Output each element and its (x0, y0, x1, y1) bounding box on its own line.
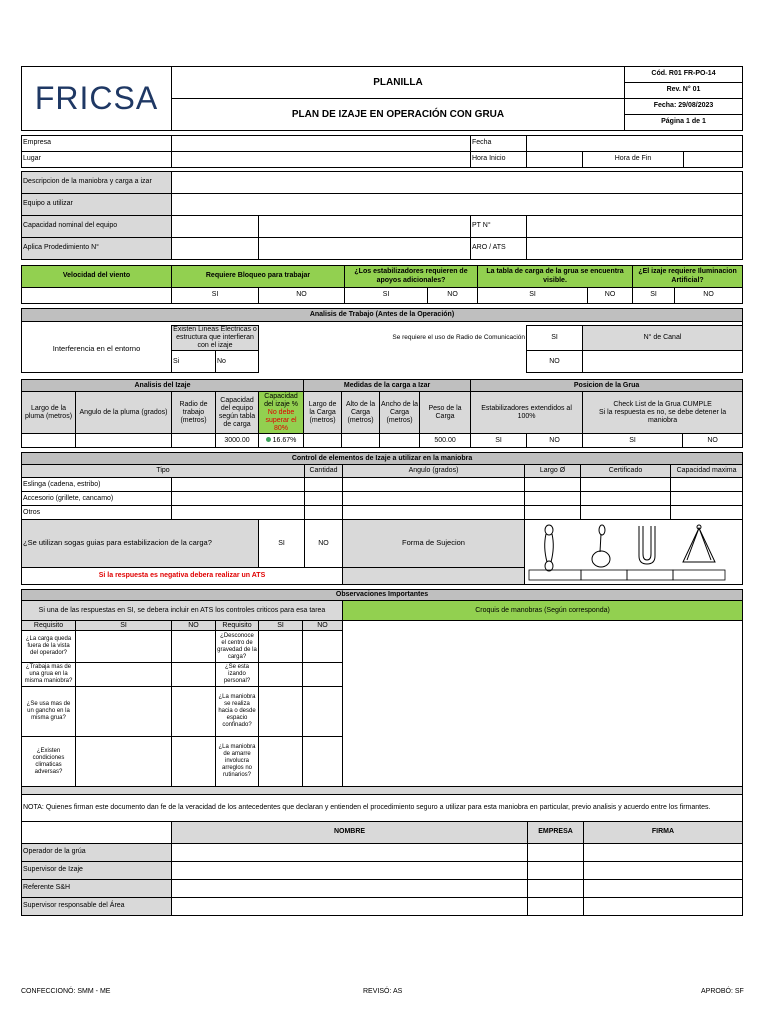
sogas-no[interactable]: NO (305, 520, 343, 568)
control-section: Control de elementos de Izaje a utilizar en la maniobra (22, 453, 743, 465)
label-pt: PT N° (471, 216, 527, 238)
req-left-3-si[interactable] (76, 737, 172, 787)
otros-field[interactable] (172, 506, 305, 520)
croquis-area[interactable] (343, 621, 743, 787)
radio-no[interactable]: NO (527, 351, 583, 373)
hora-inicio-field[interactable] (527, 152, 583, 168)
req-right-1-si[interactable] (259, 663, 303, 687)
firmas-nota: NOTA: Quienes firman este documento dan fe de la veracidad de los antecedentes que declaran y entienden el procedimiento seguro a utilizar para esta maniobra en particular, previo analisis y acuerdo entre los firmantes. (22, 795, 743, 821)
h-largo: Largo Ø (525, 465, 581, 478)
role-supervisor-area: Supervisor responsable del Área (22, 897, 172, 915)
posicion-section: Posicion de la Grua (471, 380, 743, 392)
eslinga-capacidad[interactable] (671, 478, 743, 492)
control-table (21, 452, 743, 585)
otros-capacidad[interactable] (671, 506, 743, 520)
hora-fin-field[interactable] (684, 152, 743, 168)
accesorio-angulo[interactable] (343, 492, 525, 506)
eslinga-certificado[interactable] (581, 478, 671, 492)
canal-field[interactable] (583, 351, 743, 373)
radio-field[interactable] (172, 434, 216, 448)
h-tipo: Tipo (22, 465, 305, 478)
otros-largo[interactable] (525, 506, 581, 520)
h-firma: FIRMA (584, 821, 743, 843)
eslinga-largo[interactable] (525, 478, 581, 492)
label-fecha: Fecha (471, 136, 527, 152)
ilum-si[interactable]: SI (633, 288, 675, 304)
h-si-left: SI (76, 621, 172, 631)
row-accesorio: Accesorio (grillete, cancamo) (22, 492, 172, 506)
req-right-0-si[interactable] (259, 631, 303, 663)
h-angulo: Angulo (grados) (343, 465, 525, 478)
eslinga-cantidad[interactable] (305, 478, 343, 492)
supervisor-nombre[interactable] (172, 861, 528, 879)
h-si-right: SI (259, 621, 303, 631)
h-ancho-carga: Ancho de la Carga (metros) (380, 392, 420, 434)
q-iluminacion: ¿El izaje requiere Iluminacion Artificial? (633, 266, 743, 288)
otros-cantidad[interactable] (305, 506, 343, 520)
doc-title: PLAN DE IZAJE EN OPERACIÓN CON GRUA (172, 99, 625, 131)
analisis-table (21, 308, 743, 373)
req-left-2-no[interactable] (172, 687, 216, 737)
label-capacidad: Capacidad nominal del equipo (22, 216, 172, 238)
sling-loop-icon (545, 525, 553, 535)
h-nombre: NOMBRE (172, 821, 528, 843)
req-right-2: ¿La maniobra se realiza hacia o desde espacio confinado? (216, 687, 259, 737)
check-no[interactable]: NO (683, 434, 743, 448)
h-checklist (583, 392, 743, 434)
spacer (259, 351, 527, 373)
footer-confecciono: CONFECCIONÓ: SMM - ME (21, 988, 111, 995)
h-capacidad-pct (259, 392, 304, 434)
label-canal: N° de Canal (583, 326, 743, 351)
req-left-0-si[interactable] (76, 631, 172, 663)
accesorio-largo[interactable] (525, 492, 581, 506)
check-si[interactable]: SI (583, 434, 683, 448)
estab-si[interactable]: SI (345, 288, 428, 304)
descripcion-field[interactable] (172, 172, 743, 194)
label-descripcion: Descripcion de la maniobra y carga a izar (22, 172, 172, 194)
procedimiento-field-2[interactable] (259, 238, 471, 260)
req-right-1: ¿Se esta izando personal? (216, 663, 259, 687)
croquis-header: Croquis de manobras (Según corresponda) (343, 601, 743, 621)
eslinga-angulo[interactable] (343, 478, 525, 492)
basket-icon (639, 526, 655, 564)
label-sogas: ¿Se utilizan sogas guias para estabilizacion de la carga? (22, 520, 259, 568)
accesorio-certificado[interactable] (581, 492, 671, 506)
ancho-carga-field[interactable] (380, 434, 420, 448)
label-empresa: Empresa (22, 136, 172, 152)
general-info-table (21, 135, 743, 260)
observaciones-table (21, 589, 743, 795)
capacidad-pct-value[interactable] (259, 434, 304, 448)
h-no-left: NO (172, 621, 216, 631)
tabla-si[interactable]: SI (478, 288, 588, 304)
estab-no[interactable]: NO (527, 434, 583, 448)
h-largo-pluma: Largo de la pluma (metros) (22, 392, 76, 434)
lugar-field[interactable] (172, 152, 471, 168)
procedimiento-field[interactable] (172, 238, 259, 260)
bloqueo-no[interactable]: NO (259, 288, 345, 304)
lineas-no[interactable]: No (216, 351, 259, 373)
doc-code: Cód. R01 FR-PO-14 (625, 67, 743, 83)
h-alto-carga: Alto de la Carga (metros) (342, 392, 380, 434)
area-empresa[interactable] (528, 897, 584, 915)
capacidad-equipo-value[interactable]: 3000.00 (216, 434, 259, 448)
sujecion-field (343, 568, 525, 585)
company-logo: FRICSA (22, 67, 172, 131)
alto-carga-field[interactable] (342, 434, 380, 448)
header-table (21, 66, 743, 131)
tabla-no[interactable]: NO (588, 288, 633, 304)
observaciones-footer-bar (22, 787, 743, 795)
accesorio-capacidad[interactable] (671, 492, 743, 506)
form-sheet (21, 66, 742, 916)
checklist-label: Check List de la Grua CUMPLE (613, 400, 712, 408)
choker-icon (592, 551, 610, 567)
doc-type: PLANILLA (172, 67, 625, 99)
aro-field[interactable] (527, 238, 743, 260)
analisis-section-title: Analisis de Trabajo (Antes de la Operación) (22, 309, 743, 322)
label-sujecion: Forma de Sujecion (343, 520, 525, 568)
role-supervisor-izaje: Supervisor de Izaje (22, 861, 172, 879)
h-requisito-left: Requisito (22, 621, 76, 631)
h-requisito-right: Requisito (216, 621, 259, 631)
req-right-2-no[interactable] (303, 687, 343, 737)
label-lineas: Existen Lineas Electricas o estructura que interfieran con el izaje (173, 326, 257, 350)
pt-field[interactable] (527, 216, 743, 238)
firmas-blank (22, 821, 172, 843)
req-left-3: ¿Existen condiciones climaticas adversas? (22, 737, 76, 787)
label-equipo: Equipo a utilizar (22, 194, 172, 216)
angulo-pluma-field[interactable] (76, 434, 172, 448)
supervisor-firma[interactable] (584, 861, 743, 879)
row-otros: Otros (22, 506, 172, 520)
h-cantidad: Cantidad (305, 465, 343, 478)
req-right-3: ¿La maniobra de amarre involucra arreglos no rutinarios? (216, 737, 259, 787)
h-peso-carga: Peso de la Carga (420, 392, 471, 434)
estab-no[interactable]: NO (428, 288, 478, 304)
req-left-0-no[interactable] (172, 631, 216, 663)
checklist-note: Si la respuesta es no, se debe detener la maniobra (598, 408, 727, 424)
peso-carga-value[interactable]: 500.00 (420, 434, 471, 448)
sling-diagrams (527, 522, 741, 582)
role-referente: Referente S&H (22, 879, 172, 897)
area-firma[interactable] (584, 897, 743, 915)
req-right-1-no[interactable] (303, 663, 343, 687)
doc-rev: Rev. N° 01 (625, 83, 743, 99)
referente-nombre[interactable] (172, 879, 528, 897)
fecha-field[interactable] (527, 136, 743, 152)
cap-pct-label: Capacidad del izaje % (264, 392, 298, 408)
h-radio: Radio de trabajo (metros) (172, 392, 216, 434)
capacidad-field-2[interactable] (259, 216, 471, 238)
h-cap-max: Capacidad maxima (671, 465, 743, 478)
sogas-si[interactable]: SI (259, 520, 305, 568)
ilum-no[interactable]: NO (675, 288, 743, 304)
referente-empresa[interactable] (528, 879, 584, 897)
label-hora-fin: Hora de Fin (583, 152, 684, 168)
medidas-section: Medidas de la carga a Izar (304, 380, 471, 392)
req-right-3-si[interactable] (259, 737, 303, 787)
h-largo-carga: Largo de la Carga (metros) (304, 392, 342, 434)
eslinga-field[interactable] (172, 478, 305, 492)
observaciones-section: Observaciones Importantes (22, 590, 743, 601)
h-angulo-pluma: Angulo de la pluma (grados) (76, 392, 172, 434)
row-eslinga: Eslinga (cadena, estribo) (22, 478, 172, 492)
q-tabla: La tabla de carga de la grua se encuentra visible. (478, 266, 633, 288)
lineas-si[interactable]: Si (172, 351, 216, 373)
h-capacidad-equipo: Capacidad del equipo según tabla de carga (216, 392, 259, 434)
izaje-section: Analisis del Izaje (22, 380, 304, 392)
h-certificado: Certificado (581, 465, 671, 478)
otros-certificado[interactable] (581, 506, 671, 520)
largo-carga-field[interactable] (304, 434, 342, 448)
sujecion-diagrams (525, 520, 743, 585)
cap-warning: No debe superar el 80% (265, 408, 297, 432)
req-left-3-no[interactable] (172, 737, 216, 787)
operador-firma[interactable] (584, 843, 743, 861)
izaje-table (21, 379, 743, 448)
empresa-field[interactable] (172, 136, 471, 152)
label-procedimiento: Aplica Prodedimiento N° (22, 238, 172, 260)
radio-si[interactable]: SI (527, 326, 583, 351)
role-operador: Operador de la grúa (22, 843, 172, 861)
equipo-field[interactable] (172, 194, 743, 216)
bloqueo-si[interactable]: SI (172, 288, 259, 304)
q-viento: Velocidad del viento (22, 266, 172, 288)
req-left-2: ¿Se usa mas de un gancho en la misma grua? (22, 687, 76, 737)
footer-reviso: REVISÓ: AS (363, 988, 403, 995)
ats-warning: Si la respuesta es negativa debera realizar un ATS (22, 568, 343, 585)
accesorio-field[interactable] (172, 492, 305, 506)
capacidad-field[interactable] (172, 216, 259, 238)
doc-page: Página 1 de 1 (625, 115, 743, 131)
referente-firma[interactable] (584, 879, 743, 897)
req-right-0-no[interactable] (303, 631, 343, 663)
questions-table (21, 265, 743, 304)
pct-text: 16.67% (272, 436, 297, 444)
status-dot-icon (266, 437, 271, 442)
supervisor-empresa[interactable] (528, 861, 584, 879)
q-estabilizadores: ¿Los estabilizadores requieren de apoyos adicionales? (345, 266, 478, 288)
req-left-0: ¿La carga queda fuera de la vista del operador? (22, 631, 76, 663)
h-estabilizadores: Estabilizadores extendidos al 100% (471, 392, 583, 434)
req-left-1: ¿Trabaja mas de una grua en la misma maniobra? (22, 663, 76, 687)
estab-si[interactable]: SI (471, 434, 527, 448)
label-hora-inicio: Hora Inicio (471, 152, 527, 168)
observaciones-note: Si una de las respuestas en SI, se debera incluir en ATS los controles criticos para esa tarea (22, 601, 343, 621)
req-right-2-si[interactable] (259, 687, 303, 737)
viento-field[interactable] (22, 288, 172, 304)
accesorio-cantidad[interactable] (305, 492, 343, 506)
firmas-table (21, 795, 743, 916)
req-right-3-no[interactable] (303, 737, 343, 787)
operador-nombre[interactable] (172, 843, 528, 861)
operador-empresa[interactable] (528, 843, 584, 861)
doc-date: Fecha: 29/08/2023 (625, 99, 743, 115)
area-nombre[interactable] (172, 897, 528, 915)
h-empresa: EMPRESA (528, 821, 584, 843)
req-left-1-no[interactable] (172, 663, 216, 687)
label-aro: ARO / ATS (471, 238, 527, 260)
footer-aprobo: APROBÓ: SF (701, 988, 744, 995)
largo-pluma-field[interactable] (22, 434, 76, 448)
label-lugar: Lugar (22, 152, 172, 168)
label-radio: Se requiere el uso de Radio de Comunicación (392, 334, 525, 342)
otros-angulo[interactable] (343, 506, 525, 520)
req-left-1-si[interactable] (76, 663, 172, 687)
h-no-right: NO (303, 621, 343, 631)
req-right-0: ¿Desconoce el centro de gravedad de la carga? (216, 631, 259, 663)
label-interferencia: Interferencia en el entorno (22, 326, 172, 373)
q-bloqueo: Requiere Bloqueo para trabajar (172, 266, 345, 288)
req-left-2-si[interactable] (76, 687, 172, 737)
